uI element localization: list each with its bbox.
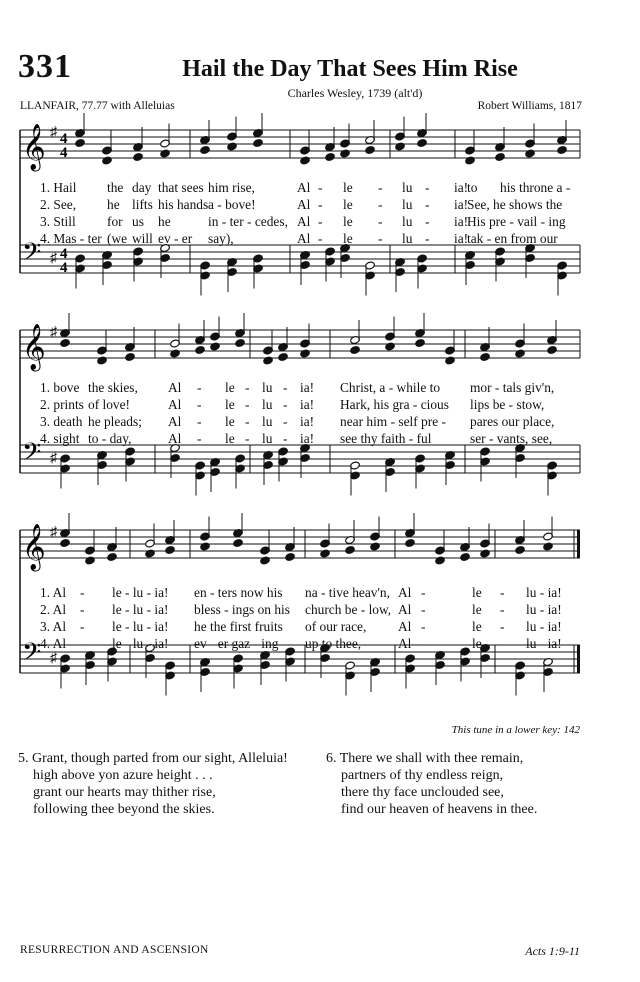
note-head bbox=[285, 552, 296, 561]
tune-name: LLANFAIR, 77.77 with Alleluias bbox=[20, 100, 175, 112]
note-head bbox=[233, 538, 244, 547]
lyric-syllable: he the first fruits bbox=[194, 619, 283, 634]
lyric-syllable: ev - er gaz - ing bbox=[194, 636, 279, 651]
lyric-syllable: of love! bbox=[88, 397, 131, 412]
note-head bbox=[200, 542, 211, 551]
bass-staff bbox=[20, 638, 580, 696]
lyric-syllable: Hark, his gra - cious bbox=[340, 397, 449, 412]
treble-clef-icon: 𝄞 bbox=[22, 124, 46, 170]
lyric-syllable: for bbox=[107, 214, 123, 229]
note-head bbox=[170, 349, 181, 358]
lyric-syllable: a - bove! bbox=[208, 197, 256, 212]
time-signature: 4 bbox=[60, 246, 68, 262]
lyric-syllable: le bbox=[472, 619, 482, 634]
lyric-syllable: le bbox=[343, 231, 353, 246]
lyric-syllable: lu - ia! bbox=[526, 602, 562, 617]
lyric-syllable: will bbox=[132, 231, 153, 246]
note-head bbox=[325, 152, 336, 161]
note-head bbox=[263, 356, 274, 365]
lyric-syllable: lu bbox=[262, 397, 273, 412]
lyric-syllable: to - day, bbox=[88, 431, 132, 446]
stanza-line: partners of thy endless reign, bbox=[341, 768, 504, 783]
lyric-syllable: le - lu - ia! bbox=[112, 636, 169, 651]
lyric-syllable: ia! bbox=[454, 231, 469, 246]
lyric-syllable: the bbox=[107, 180, 124, 195]
lyric-syllable: in - ter - cedes, bbox=[208, 214, 288, 229]
lyric-syllable: le bbox=[225, 380, 235, 395]
lyric-syllable: Al bbox=[398, 585, 412, 600]
lyric-syllable: - bbox=[425, 180, 430, 195]
lyric-syllable: he bbox=[107, 197, 120, 212]
note-head bbox=[515, 349, 526, 358]
lyric-syllable: ser - vants, see, bbox=[470, 431, 553, 446]
note-head bbox=[395, 142, 406, 151]
treble-staff bbox=[20, 313, 580, 372]
sharp-icon: ♯ bbox=[50, 451, 57, 466]
lyric-syllable: ia! bbox=[300, 414, 315, 429]
lyric-syllable: - bbox=[283, 414, 288, 429]
note-head bbox=[543, 542, 554, 551]
note-head bbox=[350, 345, 361, 354]
lyric-syllable: - bbox=[197, 397, 202, 412]
lyric-syllable: that sees bbox=[158, 180, 204, 195]
lyric-syllable: - bbox=[421, 585, 426, 600]
time-signature: 4 bbox=[60, 145, 68, 161]
lower-key-note: This tune in a lower key: 142 bbox=[451, 724, 580, 736]
note-head bbox=[320, 549, 331, 558]
footer-scripture: Acts 1:9-11 bbox=[525, 944, 580, 958]
lyric-syllable: le bbox=[343, 214, 353, 229]
lyric-syllable: le bbox=[472, 585, 482, 600]
lyric-syllable: le bbox=[343, 197, 353, 212]
lyric-syllable: - bbox=[245, 431, 250, 446]
note-head bbox=[200, 145, 211, 154]
lyric-syllable: ia! bbox=[300, 397, 315, 412]
lyric-syllable: Al bbox=[168, 380, 182, 395]
note-head bbox=[415, 338, 426, 347]
lyric-syllable: - bbox=[318, 197, 323, 212]
stanza-5 bbox=[18, 750, 288, 818]
lyric-syllable: - bbox=[283, 431, 288, 446]
note-head bbox=[60, 538, 71, 547]
lyric-syllable: 2. Al bbox=[40, 602, 67, 617]
note-head bbox=[133, 152, 144, 161]
bass-clef-icon: 𝄢 bbox=[22, 638, 42, 673]
lyric-syllable: lu bbox=[402, 231, 413, 246]
lyric-syllable: Al bbox=[398, 619, 412, 634]
lyric-syllable: lu bbox=[402, 197, 413, 212]
note-head bbox=[60, 338, 71, 347]
lyric-syllable: ev - er bbox=[158, 231, 193, 246]
lyric-syllable: 1. Al bbox=[40, 585, 67, 600]
lyric-syllable: - bbox=[378, 197, 383, 212]
lyric-syllable: - bbox=[80, 636, 85, 651]
note-head bbox=[370, 542, 381, 551]
lyric-syllable: - bbox=[197, 380, 202, 395]
lyric-syllable: le bbox=[225, 414, 235, 429]
lyric-syllable: le bbox=[225, 397, 235, 412]
note-head bbox=[125, 352, 136, 361]
note-head bbox=[435, 556, 446, 565]
treble-staff bbox=[20, 113, 580, 172]
note-head bbox=[227, 142, 238, 151]
lyric-syllable: lu bbox=[262, 414, 273, 429]
lyric-syllable: - bbox=[197, 414, 202, 429]
lyric-syllable: Al bbox=[168, 414, 182, 429]
note-head bbox=[547, 345, 558, 354]
lyric-syllable: his hands bbox=[158, 197, 209, 212]
text-author: Charles Wesley, 1739 (alt'd) bbox=[287, 86, 423, 100]
lyric-syllable: 4. sight bbox=[40, 431, 80, 446]
lyric-syllable: lu - ia! bbox=[526, 585, 562, 600]
lyric-syllable: Al bbox=[398, 636, 412, 651]
note-head bbox=[195, 345, 206, 354]
lyric-syllable: tak - en from our bbox=[467, 231, 558, 246]
lyric-syllable: - bbox=[245, 397, 250, 412]
note-head bbox=[345, 545, 356, 554]
note-head bbox=[365, 145, 376, 154]
lyric-syllable: - bbox=[500, 602, 505, 617]
note-head bbox=[495, 152, 506, 161]
lyric-syllable: le - lu - ia! bbox=[112, 585, 169, 600]
lyric-syllable: - bbox=[425, 231, 430, 246]
lyric-syllable: Al bbox=[168, 431, 182, 446]
lyric-syllable: - bbox=[318, 214, 323, 229]
lyric-syllable: His pre - vail - ing bbox=[467, 214, 566, 229]
bass-clef-icon: 𝄢 bbox=[22, 438, 42, 473]
lyric-syllable: day bbox=[132, 180, 152, 195]
lyric-syllable: ia! bbox=[454, 214, 469, 229]
lyric-syllable: his throne a - bbox=[500, 180, 571, 195]
note-head bbox=[260, 556, 271, 565]
note-head bbox=[107, 552, 118, 561]
note-head bbox=[480, 549, 491, 558]
lyric-syllable: - bbox=[378, 214, 383, 229]
note-head bbox=[405, 538, 416, 547]
lyric-syllable: Al bbox=[168, 397, 182, 412]
note-head bbox=[145, 549, 156, 558]
sharp-icon: ♯ bbox=[50, 325, 57, 340]
lyric-syllable: - bbox=[378, 180, 383, 195]
sharp-icon: ♯ bbox=[50, 525, 57, 540]
lyric-syllable: pares our place, bbox=[470, 414, 555, 429]
lyric-syllable: (we bbox=[107, 231, 128, 246]
lyric-syllable: lu - ia! bbox=[526, 619, 562, 634]
lyric-syllable: - bbox=[245, 414, 250, 429]
lyric-syllable: - bbox=[80, 602, 85, 617]
lyric-syllable: Al bbox=[297, 197, 311, 212]
lyric-syllable: lips be - stow, bbox=[470, 397, 545, 412]
note-head bbox=[515, 545, 526, 554]
treble-clef-icon: 𝄞 bbox=[22, 524, 46, 570]
note-head bbox=[300, 349, 311, 358]
lyric-syllable: lu bbox=[262, 380, 273, 395]
lyric-syllable: see thy faith - ful bbox=[340, 431, 432, 446]
lyric-syllable: lu bbox=[402, 214, 413, 229]
lyric-syllable: le bbox=[225, 431, 235, 446]
lyric-syllable: - bbox=[197, 431, 202, 446]
lyric-syllable: en - ters now his bbox=[194, 585, 283, 600]
note-head bbox=[165, 545, 176, 554]
lyric-syllable: of our race, bbox=[305, 619, 367, 634]
note-head bbox=[525, 149, 536, 158]
lyric-syllable: - bbox=[425, 197, 430, 212]
note-head bbox=[480, 352, 491, 361]
stanza-line: 6. There we shall with thee remain, bbox=[326, 751, 524, 766]
lyric-syllable: he pleads; bbox=[88, 414, 142, 429]
lyric-syllable: - bbox=[378, 231, 383, 246]
note-head bbox=[460, 552, 471, 561]
lyric-syllable: - bbox=[500, 636, 505, 651]
lyric-syllable: 1. Hail bbox=[40, 180, 77, 195]
stanza-6 bbox=[326, 750, 537, 818]
lyric-syllable: 3. Still bbox=[40, 214, 76, 229]
lyric-syllable: 3. Al bbox=[40, 619, 67, 634]
note-head bbox=[102, 156, 113, 165]
lyric-syllable: him rise, bbox=[208, 180, 255, 195]
lyric-syllable: na - tive heav'n, bbox=[305, 585, 390, 600]
lyric-syllable: - bbox=[283, 380, 288, 395]
note-head bbox=[417, 138, 428, 147]
stanza-line: 5. Grant, though parted from our sight, Alleluia! bbox=[18, 751, 288, 766]
lyric-syllable: - bbox=[318, 180, 323, 195]
lyric-syllable: 4. Mas - ter bbox=[40, 231, 102, 246]
lyric-syllable: mor - tals giv'n, bbox=[470, 380, 555, 395]
stanza-line: following thee beyond the skies. bbox=[33, 802, 215, 817]
lyric-syllable: Al bbox=[297, 180, 311, 195]
lyric-syllable: ia! bbox=[300, 431, 315, 446]
lyric-syllable: 1. bove bbox=[40, 380, 80, 395]
footer-section: RESURRECTION AND ASCENSION bbox=[20, 944, 209, 956]
note-head bbox=[235, 338, 246, 347]
lyric-syllable: - bbox=[500, 585, 505, 600]
lyric-syllable: say), bbox=[208, 231, 234, 246]
note-head bbox=[300, 156, 311, 165]
note-head bbox=[75, 138, 86, 147]
lyric-syllable: - bbox=[421, 602, 426, 617]
note-head bbox=[445, 356, 456, 365]
lyric-syllable: - bbox=[318, 231, 323, 246]
note-head bbox=[85, 556, 96, 565]
lyric-syllable: See, he shows the bbox=[467, 197, 563, 212]
lyric-syllable: - bbox=[80, 585, 85, 600]
lyric-syllable: Al bbox=[297, 214, 311, 229]
note-head bbox=[160, 149, 171, 158]
hymn-number: 331 bbox=[18, 48, 72, 85]
lyric-syllable: 2. prints bbox=[40, 397, 84, 412]
sharp-icon: ♯ bbox=[50, 651, 57, 666]
bass-clef-icon: 𝄢 bbox=[22, 238, 42, 273]
lyric-syllable: - bbox=[245, 380, 250, 395]
lyric-syllable: lu - ia! bbox=[526, 636, 562, 651]
lyric-syllable: - bbox=[500, 619, 505, 634]
note-head bbox=[210, 342, 221, 351]
lyric-syllable: le - lu - ia! bbox=[112, 619, 169, 634]
lyric-syllable: 4. Al bbox=[40, 636, 67, 651]
note-head bbox=[557, 145, 568, 154]
lyric-syllable: - bbox=[283, 397, 288, 412]
lyric-syllable: - bbox=[421, 636, 426, 651]
stanza-line: grant our hearts may thither rise, bbox=[33, 785, 216, 800]
lyric-syllable: the skies, bbox=[88, 380, 138, 395]
tune-composer: Robert Williams, 1817 bbox=[477, 100, 582, 112]
stanza-line: there thy face unclouded see, bbox=[341, 785, 504, 800]
note-head bbox=[385, 342, 396, 351]
lyric-syllable: - bbox=[421, 619, 426, 634]
lyric-syllable: le - lu - ia! bbox=[112, 602, 169, 617]
lyric-syllable: ia! bbox=[454, 197, 469, 212]
lyric-syllable: church be - low, bbox=[305, 602, 392, 617]
lyric-syllable: ia! bbox=[300, 380, 315, 395]
note-head bbox=[253, 138, 264, 147]
lyric-syllable: bless - ings on his bbox=[194, 602, 290, 617]
lyric-syllable: - bbox=[425, 214, 430, 229]
lyric-syllable: - bbox=[80, 619, 85, 634]
lyric-syllable: Christ, a - while to bbox=[340, 380, 441, 395]
stanza-line: high above yon azure height . . . bbox=[33, 768, 213, 783]
lyric-syllable: Al bbox=[297, 231, 311, 246]
lyric-syllable: us bbox=[132, 214, 144, 229]
lyric-syllable: lu bbox=[262, 431, 273, 446]
lyric-syllable: ia! bbox=[454, 180, 469, 195]
treble-staff bbox=[20, 513, 580, 572]
note-head bbox=[340, 149, 351, 158]
sharp-icon: ♯ bbox=[50, 251, 57, 266]
lyric-syllable: lu bbox=[402, 180, 413, 195]
note-head bbox=[465, 156, 476, 165]
lyric-syllable: 3. death bbox=[40, 414, 83, 429]
note-head bbox=[278, 352, 289, 361]
time-signature: 4 bbox=[60, 131, 68, 147]
hymn-title: Hail the Day That Sees Him Rise bbox=[182, 56, 518, 82]
sharp-icon: ♯ bbox=[50, 125, 57, 140]
lyric-syllable: Al bbox=[398, 602, 412, 617]
note-head bbox=[97, 356, 108, 365]
lyric-syllable: lifts bbox=[132, 197, 153, 212]
lyric-syllable: near him - self pre - bbox=[340, 414, 446, 429]
lyric-syllable: le bbox=[343, 180, 353, 195]
time-signature: 4 bbox=[60, 260, 68, 276]
treble-clef-icon: 𝄞 bbox=[22, 324, 46, 370]
lyric-syllable: he bbox=[158, 214, 171, 229]
lyric-syllable: to bbox=[467, 180, 478, 195]
lyric-syllable: le bbox=[472, 636, 482, 651]
stanza-line: find our heaven of heavens in thee. bbox=[341, 802, 538, 817]
lyric-syllable: le bbox=[472, 602, 482, 617]
lyric-syllable: 2. See, bbox=[40, 197, 77, 212]
lyric-syllable: up to thee, bbox=[305, 636, 362, 651]
